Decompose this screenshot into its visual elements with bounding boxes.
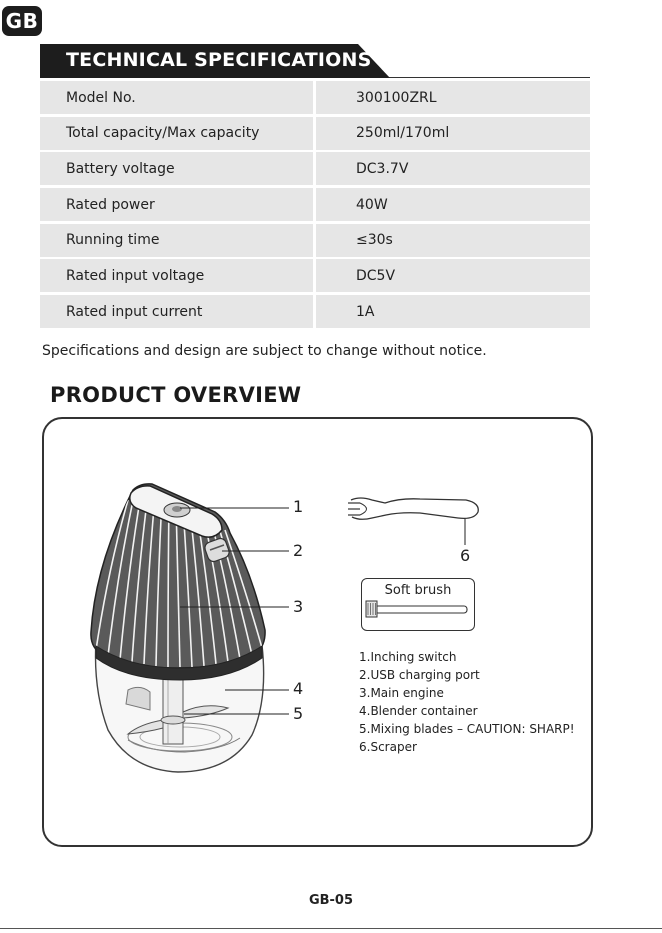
list-item: 3.Main engine bbox=[359, 686, 444, 700]
callout-4: 4 bbox=[293, 679, 304, 698]
callout-5: 5 bbox=[293, 704, 304, 723]
parts-list bbox=[359, 648, 575, 756]
spec-section-title: TECHNICAL SPECIFICATIONS bbox=[66, 49, 372, 71]
spec-label: Model No. bbox=[40, 81, 313, 114]
spec-value: 40W bbox=[316, 188, 590, 221]
list-item: 6.Scraper bbox=[359, 740, 417, 754]
spec-label: Total capacity/Max capacity bbox=[40, 117, 313, 150]
list-item: 2.USB charging port bbox=[359, 668, 480, 682]
spec-value: 300100ZRL bbox=[316, 81, 590, 114]
scraper bbox=[348, 498, 478, 519]
soft-brush-box bbox=[361, 578, 475, 631]
spec-value: 250ml/170ml bbox=[316, 117, 590, 150]
spec-label: Rated input voltage bbox=[40, 259, 313, 292]
overview-title: PRODUCT OVERVIEW bbox=[50, 383, 302, 407]
spec-disclaimer: Specifications and design are subject to change without notice. bbox=[42, 343, 487, 359]
callout-2: 2 bbox=[293, 541, 304, 560]
callout-6: 6 bbox=[460, 546, 471, 565]
callout-3: 3 bbox=[293, 597, 304, 616]
list-item: 4.Blender container bbox=[359, 704, 478, 718]
spec-label: Battery voltage bbox=[40, 152, 313, 185]
spec-label: Running time bbox=[40, 224, 313, 257]
spec-value: DC5V bbox=[316, 259, 590, 292]
list-item: 1.Inching switch bbox=[359, 650, 457, 664]
page-number: GB-05 bbox=[308, 893, 354, 908]
spec-label: Rated input current bbox=[40, 295, 313, 328]
soft-brush-label: Soft brush bbox=[384, 583, 452, 598]
spec-value: ≤30s bbox=[316, 224, 590, 257]
spec-label: Rated power bbox=[40, 188, 313, 221]
spec-value: 1A bbox=[316, 295, 590, 328]
callout-1: 1 bbox=[293, 497, 304, 516]
list-item: 5.Mixing blades – CAUTION: SHARP! bbox=[359, 722, 575, 736]
spec-value: DC3.7V bbox=[316, 152, 590, 185]
bottom-rule bbox=[0, 928, 662, 929]
language-badge: GB bbox=[2, 6, 42, 36]
